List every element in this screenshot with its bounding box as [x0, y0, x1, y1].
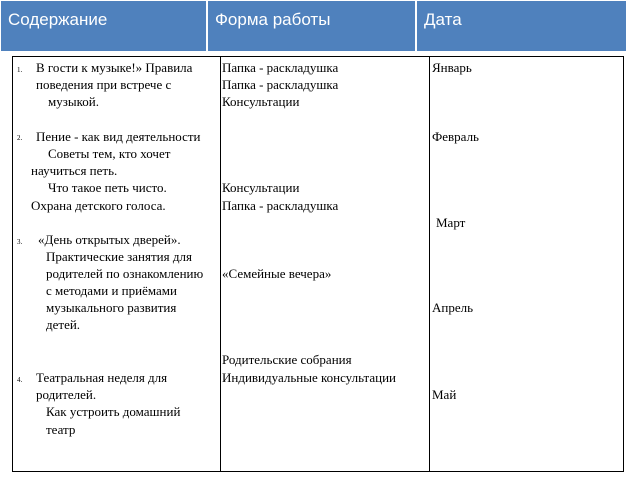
- date-entry: Февраль: [432, 129, 479, 144]
- form-entry: Индивидуальные консультации: [222, 370, 397, 385]
- list-item-line: Театральная неделя для: [36, 370, 168, 385]
- list-number: 2.: [17, 134, 23, 142]
- list-item-line: «День открытых дверей».: [38, 232, 181, 247]
- list-item-line: Советы тем, кто хочет: [48, 146, 171, 161]
- header-date: Дата: [424, 10, 462, 29]
- list-item-line: родителей.: [36, 387, 97, 402]
- form-entry: Папка - раскладушка: [222, 77, 339, 92]
- list-item-line: В гости к музыке!» Правила: [36, 60, 193, 75]
- column-divider: [220, 57, 221, 471]
- list-item-line: Практические занятия для: [46, 249, 192, 264]
- header-form: Форма работы: [208, 1, 417, 51]
- list-item-line: музыкального развития: [46, 300, 177, 315]
- form-entry: Папка - раскладушка: [222, 198, 339, 213]
- date-entry: Апрель: [432, 300, 474, 315]
- list-item-line: театр: [46, 422, 76, 437]
- form-entry: Папка - раскладушка: [222, 60, 339, 75]
- form-entry: Родительские собрания: [222, 352, 352, 367]
- table-header: [0, 0, 627, 52]
- list-item-line: родителей по ознакомлению: [46, 266, 204, 281]
- list-item-line: Охрана детского голоса.: [31, 198, 166, 213]
- list-number: 3.: [17, 238, 23, 246]
- list-item-line: музыкой.: [48, 94, 99, 109]
- date-entry: Май: [432, 387, 457, 402]
- form-entry: Консультации: [222, 94, 300, 109]
- date-entry: Март: [436, 215, 466, 230]
- list-item-line: научиться петь.: [31, 163, 118, 178]
- list-number: 1.: [17, 66, 23, 74]
- list-item-line: детей.: [46, 317, 81, 332]
- list-item-line: поведения при встрече с: [36, 77, 172, 92]
- list-item-line: Пение - как вид деятельности: [36, 129, 201, 144]
- list-item-line: Что такое петь чисто.: [48, 180, 167, 195]
- column-divider: [429, 57, 430, 471]
- form-entry: «Семейные вечера»: [222, 266, 332, 281]
- date-entry: Январь: [432, 60, 472, 75]
- form-entry: Консультации: [222, 180, 300, 195]
- list-number: 4.: [17, 376, 23, 384]
- list-item-line: с методами и приёмами: [46, 283, 177, 298]
- header-content: Содержание: [1, 1, 208, 51]
- list-item-line: Как устроить домашний: [46, 404, 181, 419]
